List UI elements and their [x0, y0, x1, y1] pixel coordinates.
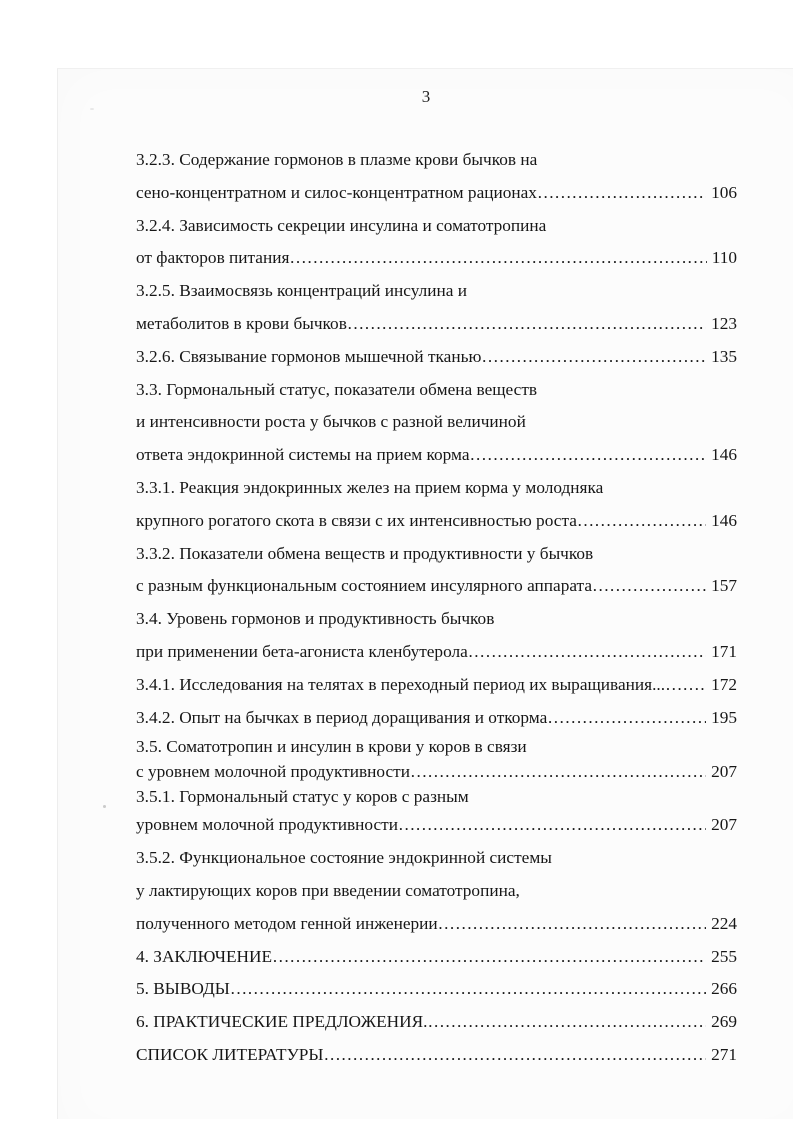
toc-entry: [136, 1006, 737, 1039]
toc-entry-text: при применении бета-агониста кленбутерола: [136, 641, 468, 661]
toc-entry-page-number: 146: [711, 510, 737, 530]
toc-entry-text: от факторов питания: [136, 248, 290, 268]
toc-entry-page-number: 224: [711, 913, 737, 933]
toc-entry-text: 3.2.5. Взаимосвязь концентраций инсулина и: [136, 281, 467, 301]
toc-entry: [136, 1039, 737, 1072]
toc-entry: [136, 439, 737, 472]
dot-leader: [410, 759, 706, 784]
toc-entry-text: ответа эндокринной системы на прием корма: [136, 445, 470, 465]
toc-entry-page-number: 271: [711, 1044, 737, 1064]
toc-entry-text: 3.4.1. Исследования на телятах в переходный период их выращивания...: [136, 674, 666, 694]
toc-entry-text: 3.2.6. Связывание гормонов мышечной тканью: [136, 346, 482, 366]
toc-entry-page-number: 146: [711, 445, 737, 465]
dot-leader: [438, 908, 706, 941]
toc-entry: [136, 308, 737, 341]
toc-entry: [136, 505, 737, 538]
dot-leader: [547, 702, 706, 735]
toc-entry-text: крупного рогатого скота в связи с их интенсивностью роста: [136, 510, 577, 530]
toc-entry-text: 3.5.2. Функциональное состояние эндокринной системы: [136, 848, 552, 868]
toc-entry-page-number: 157: [711, 576, 737, 596]
toc-entry-text: 3.2.3. Содержание гормонов в плазме крови бычков на: [136, 150, 538, 169]
toc-entry: [136, 941, 737, 974]
toc-entry-page-number: 207: [711, 762, 737, 782]
dot-leader: [398, 809, 706, 842]
toc-entry-page-number: 207: [711, 815, 737, 835]
toc-entry: [136, 144, 737, 177]
toc-entry: [136, 374, 737, 407]
toc-entry-page-number: 110: [711, 248, 737, 268]
toc-entry-text: 6. ПРАКТИЧЕСКИЕ ПРЕДЛОЖЕНИЯ.: [136, 1012, 428, 1032]
dot-leader: [468, 636, 706, 669]
toc-entry-text: 3.3. Гормональный статус, показатели обмена веществ: [136, 379, 538, 399]
toc-entry-text: 3.2.4. Зависимость секреции инсулина и соматотропина: [136, 215, 547, 235]
dot-leader: [577, 505, 706, 538]
dot-leader: [481, 341, 706, 374]
toc-entry: [136, 472, 737, 505]
toc-entry-text: метаболитов в крови бычков: [136, 313, 347, 333]
dot-leader: [272, 941, 706, 974]
toc-entry: [136, 809, 737, 842]
dot-leader: [230, 973, 706, 1006]
document-page: [57, 68, 793, 1119]
toc-entry-page-number: 123: [711, 313, 737, 333]
toc-entry: [136, 341, 737, 374]
toc-entry-text: 3.3.1. Реакция эндокринных желез на прием корма у молодняка: [136, 477, 604, 497]
scan-speck: [90, 108, 94, 110]
page-number: 3: [421, 87, 431, 106]
toc-entry-text: с уровнем молочной продуктивности: [136, 762, 410, 782]
toc-entry: [136, 406, 737, 439]
toc-entry-text: 3.5.1. Гормональный статус у коров с разным: [136, 787, 469, 807]
toc-entry: [136, 210, 737, 243]
dot-leader: [592, 570, 706, 603]
toc-entry: [136, 636, 737, 669]
toc-entry: [136, 759, 737, 784]
toc-entry: [136, 734, 737, 759]
toc-entry: [136, 538, 737, 571]
toc-entry-text: у лактирующих коров при введении соматотропина,: [136, 880, 520, 900]
toc-entry-text: 5. ВЫВОДЫ: [136, 979, 230, 999]
dot-leader: [324, 1039, 707, 1072]
toc-entry: [136, 570, 737, 603]
toc-entry-page-number: 106: [711, 182, 737, 202]
toc-entry: [136, 908, 737, 941]
dot-leader: [347, 308, 706, 341]
toc-entry-text: уровнем молочной продуктивности: [136, 815, 398, 835]
toc-entry-text: с разным функциональным состоянием инсулярного аппарата: [136, 576, 592, 596]
scan-speck: [103, 805, 106, 808]
toc-entry-text: 3.4.2. Опыт на бычках в период доращивания и откорма: [136, 707, 548, 727]
dot-leader: [427, 1006, 706, 1039]
toc-entry-page-number: 255: [711, 946, 737, 966]
toc-entry: [136, 784, 737, 809]
toc-entry-page-number: 171: [711, 641, 737, 661]
toc-entry-page-number: 269: [711, 1012, 737, 1032]
toc-entry: [136, 702, 737, 735]
toc-entry: [136, 875, 737, 908]
toc-entry-text: полученного методом генной инженерии: [136, 913, 438, 933]
toc-entry-text: сено-концентратном и силос-концентратном рационах: [136, 182, 537, 202]
toc-list: [136, 144, 737, 1072]
dot-leader: [470, 439, 707, 472]
toc-entry: [136, 242, 737, 275]
toc-entry-page-number: 266: [711, 979, 737, 999]
toc-entry: [136, 177, 737, 210]
toc-entry: [136, 669, 737, 702]
toc-entry-text: 4. ЗАКЛЮЧЕНИЕ: [136, 946, 273, 966]
toc-entry-text: 3.3.2. Показатели обмена веществ и продуктивности у бычков: [136, 543, 594, 563]
dot-leader: [289, 242, 706, 275]
toc-entry-text: 3.4. Уровень гормонов и продуктивность бычков: [136, 609, 495, 629]
toc-entry: [136, 603, 737, 636]
toc-entry: [136, 842, 737, 875]
dot-leader: [537, 177, 706, 210]
toc-entry-page-number: 172: [711, 674, 737, 694]
toc-entry: [136, 275, 737, 308]
toc-entry-text: СПИСОК ЛИТЕРАТУРЫ: [136, 1044, 324, 1064]
toc-entry-text: и интенсивности роста у бычков с разной величиной: [136, 412, 526, 432]
toc-entry: [136, 973, 737, 1006]
dot-leader: [665, 669, 706, 702]
toc-entry-page-number: 195: [711, 707, 737, 727]
toc-entry-text: 3.5. Соматотропин и инсулин в крови у коров в связи: [136, 737, 527, 757]
toc-entry-page-number: 135: [711, 346, 737, 366]
